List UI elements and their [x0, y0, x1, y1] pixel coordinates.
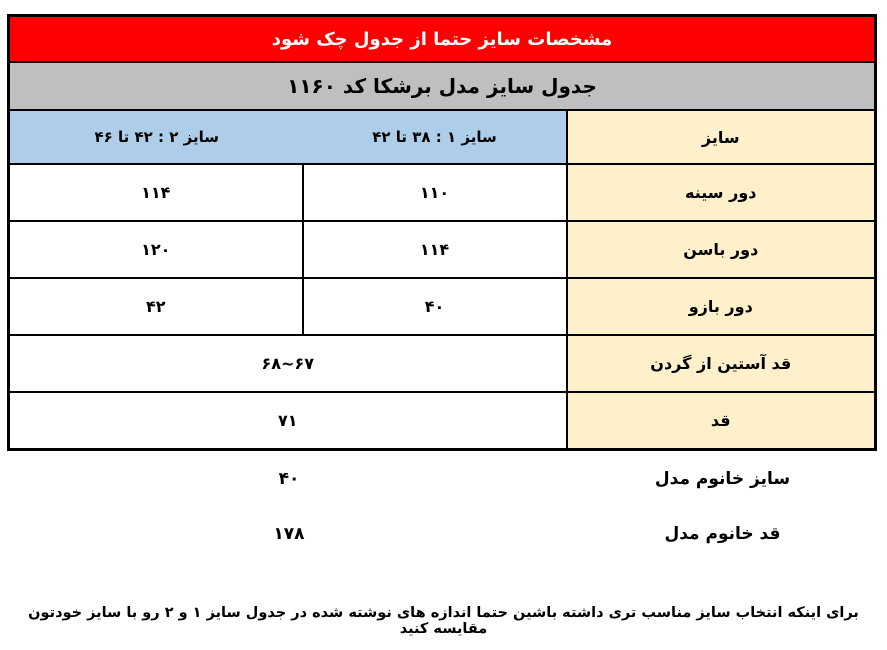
table-title: جدول سایز مدل برشکا کد ۱۱۶۰	[8, 62, 875, 110]
table-row-hip	[8, 221, 875, 278]
row-label-length: قد	[567, 392, 876, 450]
size1-range-label: سایز ۱ : ۳۸ تا ۴۲	[372, 128, 497, 146]
model-size-value: ۴۰	[278, 468, 300, 489]
size2-range-label: سایز ۲ : ۴۲ تا ۴۶	[94, 128, 219, 146]
hip-size1-value: ۱۱۴	[303, 221, 567, 278]
sleeve-value: ۶۷~۶۸	[8, 335, 566, 392]
column-header-size: سایز	[567, 110, 876, 164]
size-range-header-cell	[8, 110, 566, 164]
arm-size2-value: ۴۲	[8, 278, 302, 335]
table-row-arm	[8, 278, 875, 335]
model-info-table	[10, 451, 877, 561]
length-value: ۷۱	[8, 392, 566, 450]
model-size-label: سایز خانوم مدل	[654, 468, 791, 489]
model-height-value: ۱۷۸	[273, 523, 305, 544]
chest-size1-value: ۱۱۰	[303, 164, 567, 221]
model-height-row	[10, 506, 877, 561]
table-row-length	[8, 392, 875, 450]
row-label-hip: دور باسن	[567, 221, 876, 278]
model-size-row	[10, 451, 877, 506]
row-label-chest: دور سینه	[567, 164, 876, 221]
table-row-sleeve	[8, 335, 875, 392]
size-header-row	[8, 110, 875, 164]
hip-size2-value: ۱۲۰	[8, 221, 302, 278]
table-title-row	[8, 62, 875, 110]
warning-banner: مشخصات سایز حتما از جدول چک شود	[8, 16, 875, 63]
row-label-sleeve: قد آستین از گردن	[567, 335, 876, 392]
table-row-chest	[8, 164, 875, 221]
warning-banner-row	[8, 16, 875, 63]
footnote: برای اینکه انتخاب سایز مناسب تری داشته باشین حتما اندازه های نوشته شده در جدول سایز ۱ و ۲ رو با سایز خودتون مقایسه کنید	[28, 605, 859, 637]
arm-size1-value: ۴۰	[303, 278, 567, 335]
size-range-header	[10, 111, 566, 163]
size-table	[7, 14, 877, 451]
row-label-arm: دور بازو	[567, 278, 876, 335]
chest-size2-value: ۱۱۴	[8, 164, 302, 221]
model-height-label: قد خانوم مدل	[664, 523, 781, 544]
